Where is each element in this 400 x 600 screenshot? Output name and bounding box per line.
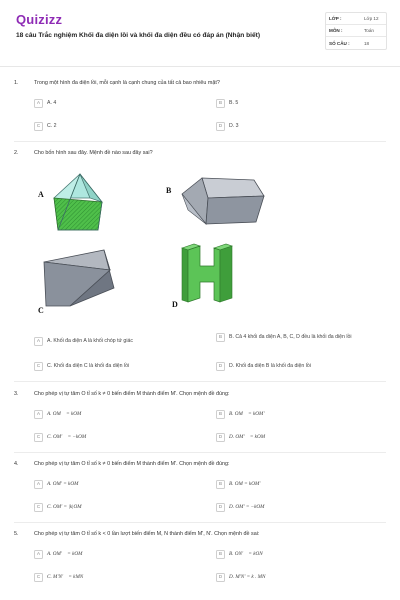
meta-label: MÔN : [329, 28, 343, 33]
meta-value: Lớp 12 [364, 16, 379, 21]
option-d[interactable] [216, 362, 311, 371]
option-a[interactable] [34, 410, 85, 419]
option-text: A. OM' = kOM [47, 481, 79, 487]
quizizz-logo: Quizizz [16, 12, 63, 27]
meta-row-count [326, 37, 386, 49]
option-a[interactable] [34, 99, 56, 108]
option-letter-box: A [34, 550, 43, 559]
option-text: D. Khối đa diện B là khối đa diện lồi [229, 363, 311, 369]
option-text: B. ON'⃗ = kON⃗ [229, 551, 267, 557]
option-letter-box: B [216, 550, 225, 559]
option-a[interactable] [34, 480, 78, 489]
option-text: C. Khối đa diện C là khối đa diện lồi [47, 363, 130, 369]
pyramid-figure [44, 170, 108, 234]
frustum-figure [178, 170, 268, 230]
question-divider [14, 141, 386, 142]
option-letter-box: C [34, 573, 43, 582]
option-text: B. OM = kOM' [229, 481, 261, 487]
question-divider [14, 522, 386, 523]
option-b[interactable] [216, 99, 238, 108]
option-b[interactable] [216, 333, 386, 342]
option-letter-box: D [216, 503, 225, 512]
option-c[interactable] [34, 573, 87, 582]
option-letter-box: A [34, 99, 43, 108]
option-text: A. OM⃗ = kOM⃗ [47, 411, 86, 417]
option-letter-box: C [34, 503, 43, 512]
option-b[interactable] [216, 410, 268, 419]
option-text: C. OM'⃗ = −kOM⃗ [47, 434, 91, 440]
option-text: D. M'N' = k . MN [229, 574, 266, 580]
worksheet-title: 18 câu Trắc nghiệm Khối đa diện lồi và khối đa diện đều có đáp án (Nhận biết) [16, 32, 261, 39]
option-text: D. 3 [229, 123, 239, 129]
option-letter-box: D [216, 122, 225, 131]
question-number: 2. [14, 150, 19, 156]
option-d[interactable] [216, 503, 264, 512]
meta-row-grade [326, 13, 386, 25]
option-text: A. OM'⃗ = kOM⃗ [47, 551, 87, 557]
question-number: 4. [14, 461, 19, 467]
option-c[interactable] [34, 433, 90, 442]
meta-value: Toán [364, 28, 374, 33]
question-text: Cho phép vị tự tâm O tỉ số k ≠ 0 biến điểm M thành điểm M'. Chọn mệnh đề đúng: [34, 391, 230, 397]
option-a[interactable] [34, 550, 86, 559]
option-letter-box: C [34, 362, 43, 371]
option-letter-box: C [34, 433, 43, 442]
option-text: A. 4 [47, 100, 57, 106]
figure-label-b: B [166, 186, 172, 195]
option-b[interactable] [216, 480, 260, 489]
meta-row-subject [326, 25, 386, 37]
option-letter-box: A [34, 480, 43, 489]
option-d[interactable] [216, 433, 269, 442]
question-text: Trong một hình đa diện lồi, mỗi cạnh là cạnh chung của tất cả bao nhiêu mặt? [34, 80, 220, 86]
option-text: B. 5 [229, 100, 239, 106]
question-text: Cho phép vị tự tâm O tỉ số k < 0 lần lượt biến điểm M, N thành điểm M', N'. Chọn mệnh đề sai: [34, 531, 260, 537]
question-number: 5. [14, 531, 19, 537]
question-divider [14, 381, 386, 382]
option-text: C. OM' = |k|OM [47, 504, 82, 510]
option-letter-box: D [216, 433, 225, 442]
option-text: D. OM' = −kOM [229, 504, 265, 510]
option-letter-box: B [216, 480, 225, 489]
question-text: Cho phép vị tự tâm O tỉ số k ≠ 0 biến điểm M thành điểm M'. Chọn mệnh đề đúng: [34, 461, 230, 467]
meta-table [325, 12, 387, 50]
h-shape-figure [176, 242, 246, 306]
option-letter-box: B [216, 333, 225, 342]
option-d[interactable] [216, 122, 239, 131]
question-text: Cho bốn hình sau đây. Mệnh đề nào sau đây sai? [34, 150, 153, 156]
meta-label: LỚP : [329, 16, 342, 21]
option-a[interactable] [34, 337, 133, 346]
option-letter-box: D [216, 362, 225, 371]
prism-figure [40, 246, 122, 314]
option-letter-box: C [34, 122, 43, 131]
question-divider [14, 452, 386, 453]
figure-label-a: A [38, 190, 44, 199]
option-letter-box: A [34, 337, 43, 346]
option-text: C. M'N'⃗ = kMN⃗ [47, 574, 88, 580]
option-text: B. OM⃗ = kOM'⃗ [229, 411, 269, 417]
figure-label-d: D [172, 300, 178, 309]
option-text: B. Cả 4 khối đa diện A, B, C, D đều là khối đa diện lồi [229, 334, 352, 340]
header-divider [0, 66, 400, 67]
option-c[interactable] [34, 362, 129, 371]
question-number: 1. [14, 80, 19, 86]
figure-label-c: C [38, 306, 44, 315]
option-text: D. OM'⃗ = kOM⃗ [229, 434, 270, 440]
option-text: C. 2 [47, 123, 57, 129]
option-c[interactable] [34, 503, 82, 512]
meta-label: SỐ CÂU : [329, 40, 350, 46]
option-c[interactable] [34, 122, 57, 131]
option-letter-box: B [216, 410, 225, 419]
option-letter-box: A [34, 410, 43, 419]
option-letter-box: D [216, 573, 225, 582]
meta-value: 18 [364, 40, 370, 46]
option-b[interactable] [216, 550, 267, 559]
option-text: A. Khối đa diện A là khối chóp tứ giác [47, 338, 133, 344]
option-d[interactable] [216, 573, 265, 582]
option-letter-box: B [216, 99, 225, 108]
question-number: 3. [14, 391, 19, 397]
